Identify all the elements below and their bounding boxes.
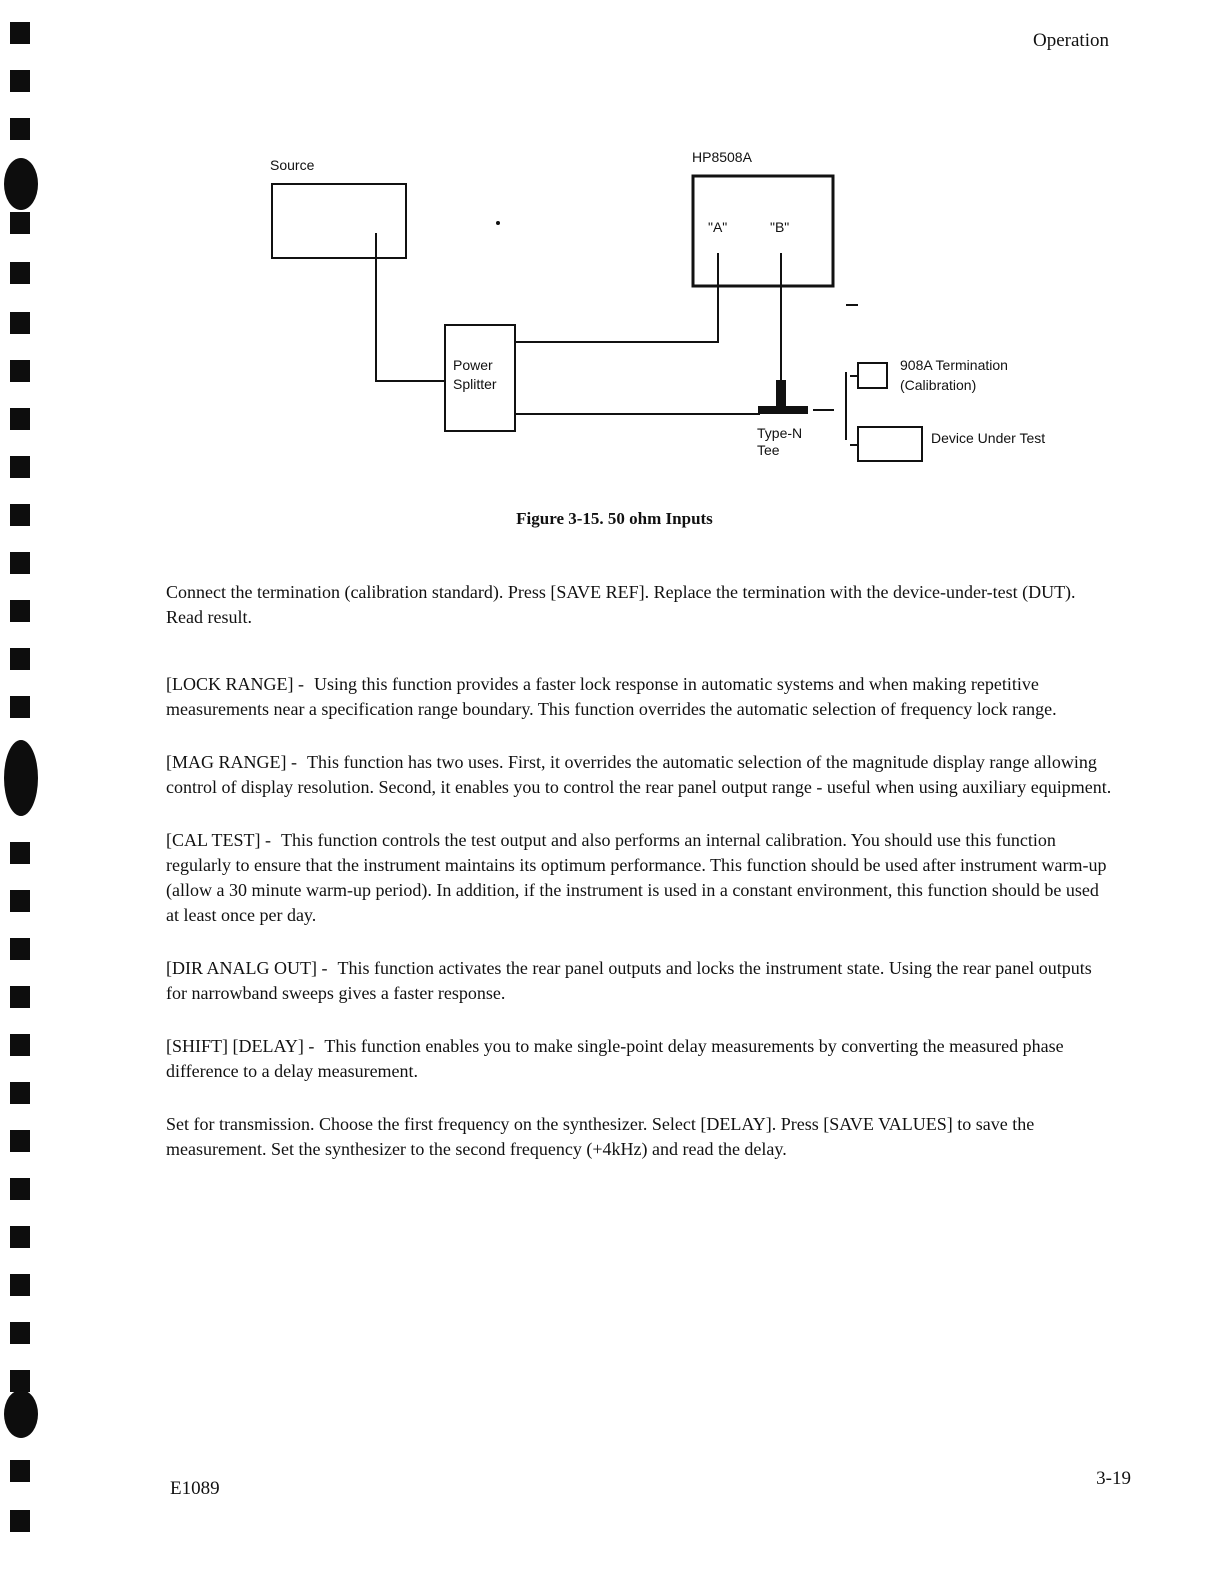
binding-hole	[10, 1460, 30, 1482]
function-lock-range	[166, 672, 1116, 722]
scan-speck	[496, 221, 500, 225]
port-b-label: "B"	[770, 219, 790, 235]
function-shift-delay	[166, 1034, 1116, 1084]
termination-label-line2: (Calibration)	[900, 377, 977, 393]
function-key: [SHIFT] [DELAY] -	[166, 1036, 315, 1056]
function-cal-test	[166, 828, 1116, 928]
splitter-label-line1: Power	[453, 357, 493, 373]
binding-hole	[10, 696, 30, 718]
binding-hole	[10, 890, 30, 912]
function-description: This function controls the test output and also performs an internal calibration. You should use this function regularly to ensure that the instrument maintains its optimum performance. This function should be used after instrument warm-up (allow a 30 minute warm-up period). In addition, if the instrument is used in a constant environment, this function should be used at least once per day.	[166, 830, 1107, 925]
function-dir-analg-out	[166, 956, 1116, 1006]
function-mag-range	[166, 750, 1116, 800]
source-box	[272, 184, 406, 258]
instrument-label: HP8508A	[692, 149, 752, 165]
type-n-tee-bar	[758, 406, 808, 414]
binding-hole	[10, 1226, 30, 1248]
function-key: [CAL TEST] -	[166, 830, 271, 850]
connection-diagram	[0, 0, 1229, 520]
dut-label: Device Under Test	[931, 430, 1046, 446]
function-key: [LOCK RANGE] -	[166, 674, 304, 694]
binding-hole	[10, 1130, 30, 1152]
binding-hole	[10, 648, 30, 670]
function-description: This function activates the rear panel outputs and locks the instrument state. Using the rear panel outputs for narrowband sweeps gives a faster response.	[166, 958, 1092, 1003]
function-description: Using this function provides a faster lock response in automatic systems and when making repetitive measurements near a specification range boundary. This function overrides the automatic selection of frequency lock range.	[166, 674, 1057, 719]
binding-hole	[4, 1390, 38, 1438]
intro-paragraph: Connect the termination (calibration standard). Press [SAVE REF]. Replace the termination with the device-under-test (DUT). Read result.	[166, 582, 1076, 627]
binding-hole	[10, 842, 30, 864]
port-a-label: "A"	[708, 219, 728, 235]
tee-label-line2: Tee	[757, 442, 780, 458]
binding-hole	[10, 938, 30, 960]
source-to-splitter-cable	[376, 233, 445, 381]
function-key: [DIR ANALG OUT] -	[166, 958, 328, 978]
dut-box	[858, 427, 922, 461]
source-label: Source	[270, 157, 315, 173]
document-id: E1089	[170, 1478, 220, 1499]
page-number: 3-19	[1096, 1468, 1131, 1489]
closing-paragraph: Set for transmission. Choose the first frequency on the synthesizer. Select [DELAY]. Press [SAVE VALUES] to save the measurement. Set the synthesizer to the second frequency (+4kHz) and read the delay.	[166, 1114, 1035, 1159]
section-header: Operation	[1033, 30, 1109, 51]
binding-hole	[10, 1322, 30, 1344]
figure-caption: Figure 3-15. 50 ohm Inputs	[516, 509, 713, 528]
binding-hole	[4, 740, 38, 816]
binding-hole	[10, 1034, 30, 1056]
function-description: This function enables you to make single-point delay measurements by converting the measured phase difference to a delay measurement.	[166, 1036, 1064, 1081]
splitter-label-line2: Splitter	[453, 376, 497, 392]
splitter-to-port-a-cable	[515, 253, 718, 342]
type-n-tee-stem	[776, 380, 786, 410]
binding-hole	[10, 1178, 30, 1200]
binding-hole	[10, 1274, 30, 1296]
binding-hole	[10, 600, 30, 622]
function-description: This function has two uses. First, it overrides the automatic selection of the magnitude display range allowing control of display resolution. Second, it enables you to control the rear panel output range - useful when using auxiliary equipment.	[166, 752, 1112, 797]
termination-label-line1: 908A Termination	[900, 357, 1008, 373]
binding-hole	[10, 552, 30, 574]
binding-hole	[10, 1082, 30, 1104]
termination-box	[858, 363, 887, 388]
binding-hole	[10, 1510, 30, 1532]
binding-hole	[10, 1370, 30, 1392]
body-text	[166, 580, 1116, 1190]
tee-label-line1: Type-N	[757, 425, 803, 441]
function-key: [MAG RANGE] -	[166, 752, 297, 772]
binding-hole	[10, 986, 30, 1008]
